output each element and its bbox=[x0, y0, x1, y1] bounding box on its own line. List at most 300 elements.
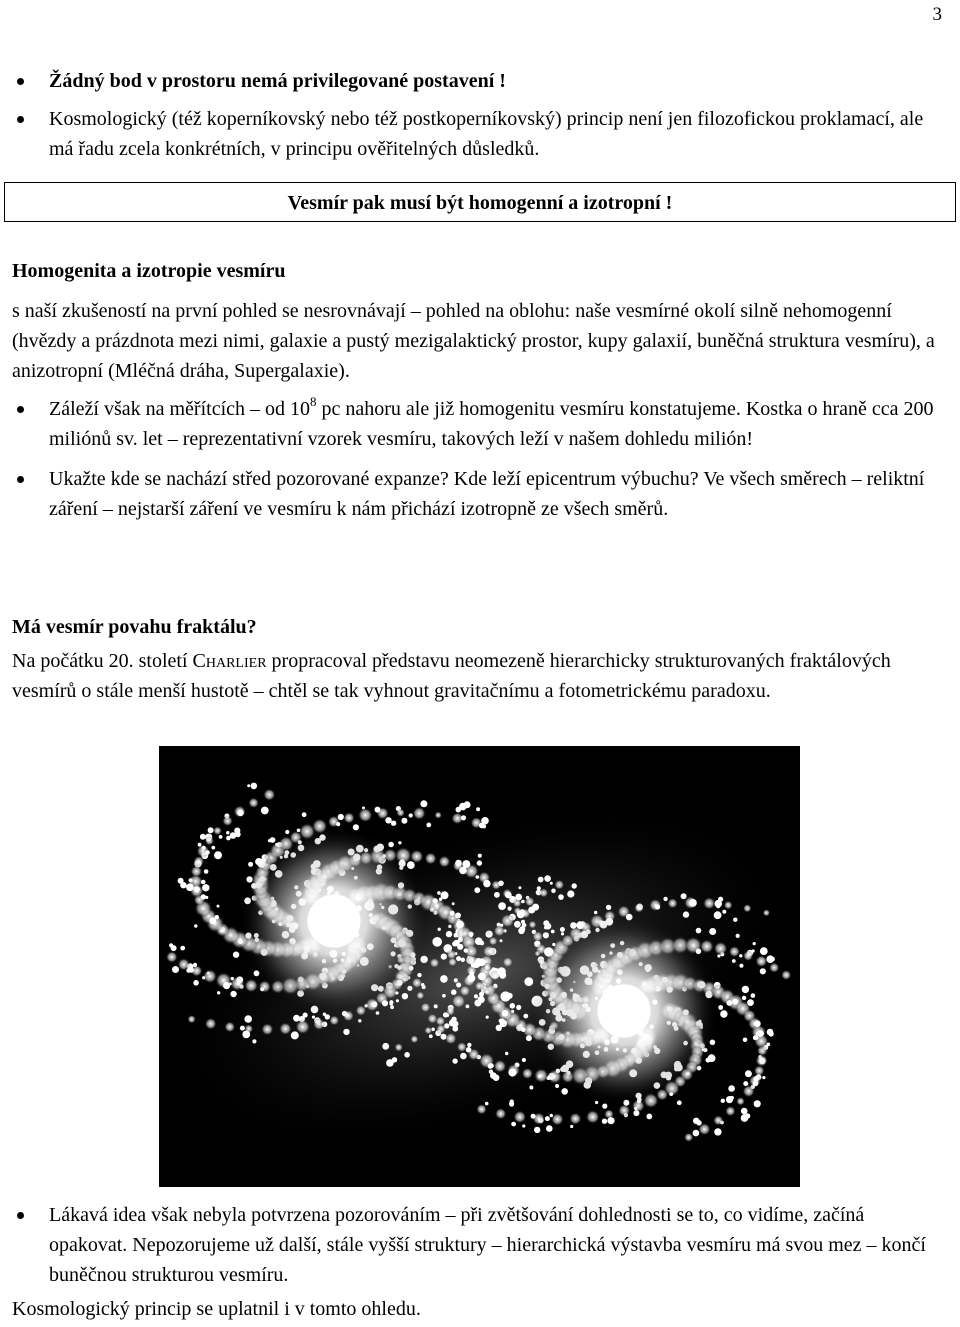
fractal-sparkle bbox=[420, 1002, 430, 1012]
fractal-sparkle bbox=[297, 829, 301, 833]
fractal-sparkle bbox=[427, 1013, 438, 1024]
fractal-sparkle bbox=[187, 1015, 196, 1024]
fractal-sparkle bbox=[200, 834, 206, 840]
fractal-sparkle bbox=[732, 959, 736, 963]
julia-set-fractal-icon bbox=[159, 746, 800, 1187]
fractal-sparkle bbox=[502, 1010, 509, 1017]
fractal-sparkle bbox=[684, 1133, 693, 1142]
fractal-sparkle bbox=[736, 1097, 745, 1106]
fractal-sparkle bbox=[726, 1096, 733, 1103]
fractal-sparkle bbox=[382, 1043, 389, 1050]
homogeneity-bullet-list bbox=[12, 394, 944, 524]
fractal-sparkle bbox=[558, 894, 564, 900]
fractal-sparkle bbox=[451, 994, 466, 1009]
fractal-sparkle bbox=[766, 1043, 770, 1047]
fractal-sparkle bbox=[751, 993, 756, 998]
fractal-sparkle bbox=[461, 815, 466, 820]
fractal-sparkle bbox=[760, 968, 766, 974]
fractal-sparkle bbox=[261, 807, 269, 815]
fractal-sparkle bbox=[499, 1018, 505, 1024]
fractal-sparkle bbox=[343, 1029, 349, 1035]
fractal-sparkle bbox=[171, 945, 177, 951]
fractal-sparkle bbox=[561, 1088, 568, 1095]
bullet-text: Lákavá idea však nebyla potvrzena pozorováním – při zvětšování dohlednosti se to, co vidíme, začíná opakovat. Nepozorujeme už další, stále vyšší struktury – hierarchická výstavba vesmíru má svou mez – končí buněčnou strukturou vesmíru. bbox=[49, 1204, 926, 1286]
bullet-text: Ukažte kde se nachází střed pozorované expanze? Kde leží epicentrum výbuchu? Ve všech směrech – reliktní záření – nejstarší záření ve vesmíru k nám přichází izotropně ze všech směrů. bbox=[49, 468, 925, 520]
fractal-sparkle bbox=[543, 920, 549, 926]
fractal-sparkle bbox=[394, 1043, 403, 1052]
fractal-sparkle bbox=[522, 1124, 525, 1127]
fractal-sparkle bbox=[205, 850, 210, 855]
fractal-sparkle bbox=[208, 827, 214, 833]
bullet-icon bbox=[17, 476, 24, 483]
fractal-sparkle bbox=[222, 816, 233, 827]
fractal-sparkle bbox=[464, 801, 471, 808]
fractal-sparkle bbox=[733, 918, 737, 922]
fractal-sparkle bbox=[404, 1052, 410, 1058]
fractal-sparkle bbox=[510, 1100, 514, 1104]
fractal-sparkle bbox=[560, 927, 565, 932]
fractal-sparkle bbox=[572, 883, 577, 888]
fractal-sparkle bbox=[721, 1099, 725, 1103]
fractal-sparkle bbox=[532, 904, 539, 911]
fractal-sparkle bbox=[515, 894, 522, 901]
bullet-text-part: Záleží však na měřítcích – od 10 bbox=[49, 398, 311, 420]
fractal-sparkle bbox=[263, 789, 275, 801]
fractal-sparkle bbox=[396, 999, 399, 1002]
fractal-sparkle bbox=[498, 902, 506, 910]
fractal-sparkle bbox=[714, 1128, 721, 1135]
fractal-sparkle bbox=[226, 831, 229, 834]
fractal-sparkle bbox=[552, 943, 555, 946]
fractal-sparkle bbox=[474, 887, 480, 893]
fractal-sparkle bbox=[714, 942, 728, 956]
fractal-sparkle bbox=[529, 1086, 533, 1090]
fractal-sparkle bbox=[474, 994, 478, 998]
fractal-sparkle bbox=[544, 875, 551, 882]
fractal-sparkle bbox=[551, 889, 556, 894]
fractal-sparkle bbox=[172, 966, 179, 973]
fractal-sparkle bbox=[739, 954, 742, 957]
fractal-sparkle bbox=[194, 886, 200, 892]
fractal-sparkle bbox=[456, 807, 462, 813]
paragraph bbox=[12, 646, 944, 706]
fractal-sparkle bbox=[754, 1100, 761, 1107]
boxed-statement: Vesmír pak musí být homogenní a izotropní ! bbox=[4, 182, 956, 222]
fractal-sparkle bbox=[538, 1074, 542, 1078]
fractal-sparkle bbox=[303, 1013, 308, 1018]
fractal-sparkle bbox=[190, 969, 194, 973]
fractal-core bbox=[597, 984, 650, 1037]
fractal-sparkle bbox=[477, 860, 482, 865]
fractal-sparkle bbox=[743, 1081, 748, 1086]
fractal-sparkle bbox=[478, 958, 486, 966]
fractal-sparkle bbox=[205, 836, 214, 845]
bullet-text: Kosmologický (též koperníkovský nebo též postkoperníkovský) princip není jen filozofickou proklamací, ale má řadu zcela konkrétních, v principu ověřitelných důsledků. bbox=[49, 108, 924, 160]
fractal-sparkle bbox=[438, 856, 450, 868]
fractal-sparkle bbox=[213, 826, 222, 835]
fractal-sparkle bbox=[186, 883, 194, 891]
fractal-sparkle bbox=[432, 898, 437, 903]
fractal-sparkle bbox=[531, 1114, 536, 1119]
fractal-sparkle bbox=[224, 1021, 235, 1032]
fractal-sparkle bbox=[338, 814, 344, 820]
fractal-sparkle bbox=[223, 982, 230, 989]
fractal-sparkle bbox=[391, 821, 396, 826]
fractal-sparkle bbox=[755, 1054, 768, 1067]
fractal-sparkle bbox=[417, 973, 421, 977]
fractal-sparkle bbox=[336, 822, 340, 826]
fractal-sparkle bbox=[398, 841, 401, 844]
fractal-sparkle bbox=[720, 1010, 727, 1017]
fractal-sparkle bbox=[442, 994, 446, 998]
fractal-sparkle bbox=[602, 1119, 607, 1124]
fractal-sparkle bbox=[528, 920, 536, 928]
fractal-sparkle bbox=[214, 851, 222, 859]
fractal-sparkle bbox=[537, 886, 541, 890]
fractal-sparkle bbox=[260, 987, 264, 991]
fractal-sparkle bbox=[376, 1011, 380, 1015]
fractal-sparkle bbox=[718, 1005, 723, 1010]
fractal-sparkle bbox=[741, 1108, 748, 1115]
fractal-sparkle bbox=[534, 950, 540, 956]
fractal-sparkle bbox=[534, 1127, 540, 1133]
list-item bbox=[12, 394, 944, 454]
fractal-sparkle bbox=[485, 1102, 489, 1106]
conclusion: Kosmologický princip se uplatnil i v tomto ohledu. bbox=[12, 1298, 421, 1320]
fractal-sparkle bbox=[233, 952, 239, 958]
fractal-sparkle bbox=[521, 1027, 526, 1032]
list-item bbox=[12, 104, 944, 164]
fractal-sparkle bbox=[493, 1060, 506, 1073]
fractal-sparkle bbox=[715, 900, 723, 908]
fractal-sparkle bbox=[462, 860, 470, 868]
fractal-sparkle bbox=[201, 880, 206, 885]
fractal-sparkle bbox=[424, 1026, 432, 1034]
fractal-sparkle bbox=[429, 1034, 433, 1038]
fractal-sparkle bbox=[390, 1005, 394, 1009]
fractal-sparkle bbox=[551, 1113, 564, 1126]
fractal-sparkle bbox=[742, 986, 749, 993]
fractal-sparkle bbox=[561, 932, 564, 935]
fractal-sparkle bbox=[753, 942, 756, 945]
fractal-sparkle bbox=[742, 996, 746, 1000]
fractal-sparkle bbox=[743, 904, 752, 913]
fractal-sparkle bbox=[413, 807, 426, 820]
fractal-sparkle bbox=[313, 1018, 325, 1030]
fractal-sparkle bbox=[683, 911, 689, 917]
fractal-sparkle bbox=[747, 999, 754, 1006]
fractal-sparkle bbox=[646, 1114, 652, 1120]
fractal-sparkle bbox=[521, 900, 525, 904]
fractal-sparkle bbox=[441, 1034, 447, 1040]
fractal-sparkle bbox=[193, 963, 197, 967]
fractal-sparkle bbox=[450, 911, 455, 916]
fractal-sparkle bbox=[202, 846, 206, 850]
fractal-sparkle bbox=[488, 936, 497, 945]
fractal-sparkle bbox=[454, 978, 458, 982]
fractal-sparkle bbox=[743, 1038, 748, 1043]
fractal-sparkle bbox=[663, 897, 667, 901]
fractal-sparkle bbox=[435, 811, 442, 818]
fractal-sparkle bbox=[439, 898, 442, 901]
bullet-icon bbox=[17, 406, 24, 413]
fractal-sparkle bbox=[456, 983, 461, 988]
fractal-sparkle bbox=[474, 1000, 481, 1007]
fractal-sparkle bbox=[722, 910, 726, 914]
fractal-sparkle bbox=[392, 1057, 397, 1062]
fractal-section bbox=[12, 612, 944, 706]
fractal-sparkle bbox=[461, 958, 465, 962]
fractal-sparkle bbox=[486, 1016, 489, 1019]
fractal-sparkle bbox=[261, 1023, 273, 1035]
fractal-sparkle bbox=[770, 957, 775, 962]
fractal-sparkle bbox=[544, 926, 548, 930]
fractal-sparkle bbox=[421, 983, 425, 987]
fractal-sparkle bbox=[498, 881, 504, 887]
fractal-sparkle bbox=[205, 1018, 217, 1030]
fractal-sparkle bbox=[586, 1110, 600, 1124]
fractal-sparkle bbox=[505, 1052, 508, 1055]
fractal-sparkle bbox=[508, 1069, 516, 1077]
fractal-sparkle bbox=[700, 939, 714, 953]
fractal-sparkle bbox=[295, 1019, 310, 1034]
fractal-sparkle bbox=[478, 854, 482, 858]
fractal-sparkle bbox=[248, 862, 253, 867]
fractal-sparkle bbox=[242, 1031, 250, 1039]
fractal-sparkle bbox=[434, 1004, 438, 1008]
fractal-sparkle bbox=[729, 946, 740, 957]
fractal-sparkle bbox=[756, 1032, 759, 1035]
fractal-sparkle bbox=[166, 951, 178, 963]
fractal-sparkle bbox=[634, 1107, 637, 1110]
fractal-sparkle bbox=[410, 850, 424, 864]
fractal-sparkle bbox=[696, 928, 702, 934]
fractal-sparkle bbox=[713, 1115, 723, 1125]
fractal-sparkle bbox=[476, 1104, 487, 1115]
fractal-sparkle bbox=[444, 1023, 449, 1028]
fractal-sparkle bbox=[522, 1068, 534, 1080]
fractal-sparkle bbox=[453, 940, 459, 946]
fractal-bullet-list bbox=[12, 1200, 944, 1290]
fractal-sparkle bbox=[522, 1058, 526, 1062]
fractal-sparkle bbox=[727, 1000, 733, 1006]
fractal-sparkle bbox=[448, 925, 451, 928]
fractal-sparkle bbox=[743, 951, 754, 962]
fractal-sparkle bbox=[511, 1122, 516, 1127]
fractal-sparkle bbox=[470, 934, 473, 937]
fractal-sparkle bbox=[215, 915, 219, 919]
fractal-sparkle bbox=[570, 1125, 573, 1128]
fractal-sparkle bbox=[407, 986, 412, 991]
fractal-sparkle bbox=[725, 1106, 736, 1117]
fractal-sparkle bbox=[375, 807, 381, 813]
fractal-sparkle bbox=[526, 1035, 532, 1041]
fractal-sparkle bbox=[754, 1020, 761, 1027]
list-item bbox=[12, 1200, 944, 1290]
section-heading: Má vesmír povahu fraktálu? bbox=[12, 616, 257, 638]
fractal-sparkle bbox=[732, 999, 738, 1005]
homogeneity-section bbox=[12, 256, 944, 524]
fractal-sparkle bbox=[411, 977, 422, 988]
fractal-sparkle bbox=[709, 928, 716, 935]
fractal-sparkle bbox=[555, 1084, 559, 1088]
fractal-sparkle bbox=[455, 860, 462, 867]
fractal-sparkle bbox=[466, 1005, 470, 1009]
exponent: 8 bbox=[310, 394, 317, 409]
fractal-sparkle bbox=[545, 1116, 550, 1121]
intro-bullet-list bbox=[12, 66, 944, 164]
fractal-core bbox=[307, 894, 360, 947]
fractal-sparkle bbox=[452, 1021, 459, 1028]
fractal-conclusion-section bbox=[12, 1200, 944, 1324]
bullet-text: Žádný bod v prostoru nemá privilegované postavení ! bbox=[49, 70, 506, 92]
fractal-sparkle bbox=[450, 916, 455, 921]
fractal-sparkle bbox=[471, 963, 475, 967]
fractal-sparkle bbox=[190, 865, 202, 877]
fractal-sparkle bbox=[521, 920, 525, 924]
fractal-sparkle bbox=[714, 911, 722, 919]
fractal-sparkle bbox=[279, 1022, 292, 1035]
fractal-sparkle bbox=[481, 817, 489, 825]
fractal-sparkle bbox=[219, 835, 223, 839]
fractal-sparkle bbox=[437, 891, 441, 895]
fractal-sparkle bbox=[546, 1125, 553, 1132]
fractal-sparkle bbox=[291, 1031, 299, 1039]
fractal-sparkle bbox=[724, 901, 733, 910]
fractal-sparkle bbox=[460, 1053, 467, 1060]
fractal-sparkle bbox=[446, 949, 456, 959]
fractal-sparkle bbox=[385, 817, 391, 823]
fractal-sparkle bbox=[204, 869, 209, 874]
fractal-sparkle bbox=[500, 924, 503, 927]
fractal-sparkle bbox=[247, 784, 250, 787]
fractal-sparkle bbox=[455, 913, 461, 919]
fractal-sparkle bbox=[452, 1058, 457, 1063]
fractal-sparkle bbox=[446, 931, 452, 937]
fractal-sparkle bbox=[178, 878, 184, 884]
fractal-sparkle bbox=[769, 962, 780, 973]
fractal-sparkle bbox=[230, 991, 236, 997]
fractal-sparkle bbox=[452, 902, 455, 905]
fractal-sparkle bbox=[270, 837, 276, 843]
fractal-sparkle bbox=[763, 909, 770, 916]
fractal-sparkle bbox=[451, 989, 457, 995]
bullet-text bbox=[49, 394, 934, 450]
fractal-sparkle bbox=[488, 1063, 493, 1068]
list-item bbox=[12, 66, 944, 96]
fractal-sparkle bbox=[742, 1085, 754, 1097]
fractal-sparkle bbox=[202, 884, 209, 891]
fractal-sparkle bbox=[508, 907, 512, 911]
fractal-sparkle bbox=[532, 931, 543, 942]
fractal-sparkle bbox=[543, 932, 549, 938]
fractal-sparkle bbox=[516, 1005, 521, 1010]
fractal-sparkle bbox=[524, 977, 533, 986]
fractal-sparkle bbox=[429, 958, 439, 968]
fractal-sparkle bbox=[502, 957, 513, 968]
fractal-sparkle bbox=[194, 924, 197, 927]
fractal-sparkle bbox=[440, 975, 448, 983]
fractal-sparkle bbox=[490, 1072, 497, 1079]
fractal-sparkle bbox=[753, 1081, 759, 1087]
fractal-sparkle bbox=[202, 976, 205, 979]
fractal-sparkle bbox=[189, 878, 193, 882]
fractal-sparkle bbox=[293, 1015, 300, 1022]
fractal-sparkle bbox=[703, 897, 716, 910]
fractal-sparkle bbox=[550, 1114, 553, 1117]
list-item bbox=[12, 464, 944, 524]
fractal-sparkle bbox=[420, 800, 427, 807]
fractal-sparkle bbox=[410, 1035, 418, 1043]
fractal-sparkle bbox=[634, 903, 644, 913]
fractal-sparkle bbox=[438, 928, 441, 931]
fractal-sparkle bbox=[211, 846, 215, 850]
fractal-sparkle bbox=[302, 812, 307, 817]
fractal-sparkle bbox=[518, 886, 521, 889]
fractal-sparkle bbox=[500, 991, 510, 1001]
fractal-sparkle bbox=[358, 1019, 361, 1022]
fractal-sparkle bbox=[445, 1032, 457, 1044]
fractal-sparkle bbox=[402, 993, 408, 999]
fractal-sparkle bbox=[551, 930, 555, 934]
bullet-text-part: pc nahoru ale již homogenitu vesmíru konstatujeme. Kostka o hraně cca 200 miliónů sv. let – reprezentativní vzorek vesmíru, takových leží v našem dohledu milión! bbox=[49, 398, 934, 450]
fractal-sparkle bbox=[460, 922, 463, 925]
fractal-sparkle bbox=[236, 976, 243, 983]
fractal-sparkle bbox=[728, 1085, 735, 1092]
fractal-sparkle bbox=[285, 830, 289, 834]
fractal-sparkle bbox=[467, 1043, 471, 1047]
fractal-sparkle bbox=[739, 964, 743, 968]
fractal-sparkle bbox=[741, 1114, 749, 1122]
fractal-sparkle bbox=[755, 955, 767, 967]
fractal-sparkle bbox=[484, 988, 491, 995]
fractal-sparkle bbox=[409, 813, 413, 817]
fractal-sparkle bbox=[667, 898, 678, 909]
fractal-sparkle bbox=[389, 1002, 393, 1006]
fractal-sparkle bbox=[495, 1108, 507, 1120]
fractal-sparkle bbox=[567, 890, 574, 897]
fractal-sparkle bbox=[358, 808, 373, 823]
fractal-sparkle bbox=[443, 1012, 448, 1017]
fractal-sparkle bbox=[426, 823, 431, 828]
fractal-sparkle bbox=[244, 1015, 252, 1023]
fractal-sparkle bbox=[755, 1036, 759, 1040]
fractal-sparkle bbox=[513, 1110, 526, 1123]
fractal-sparkle bbox=[497, 967, 506, 976]
fractal-sparkle bbox=[203, 969, 217, 983]
fractal-sparkle bbox=[456, 921, 464, 929]
fractal-sparkle bbox=[494, 892, 500, 898]
fractal-sparkle bbox=[717, 954, 720, 957]
fractal-sparkle bbox=[693, 1130, 700, 1137]
fractal-sparkle bbox=[689, 899, 697, 907]
fractal-sparkle bbox=[655, 904, 660, 909]
fractal-sparkle bbox=[762, 1076, 765, 1079]
fractal-sparkle bbox=[518, 928, 525, 935]
fractal-sparkle bbox=[514, 921, 521, 928]
fractal-sparkle bbox=[198, 843, 202, 847]
fractal-sparkle bbox=[312, 1016, 315, 1019]
fractal-sparkle bbox=[193, 980, 199, 986]
fractal-sparkle bbox=[550, 882, 553, 885]
paragraph-part: Na počátku 20. století bbox=[12, 650, 193, 672]
fractal-sparkle bbox=[479, 992, 484, 997]
fractal-sparkle bbox=[244, 979, 258, 993]
fractal-sparkle bbox=[677, 1100, 682, 1105]
fractal-sparkle bbox=[396, 808, 405, 817]
fractal-sparkle bbox=[760, 947, 768, 955]
fractal-sparkle bbox=[237, 810, 244, 817]
